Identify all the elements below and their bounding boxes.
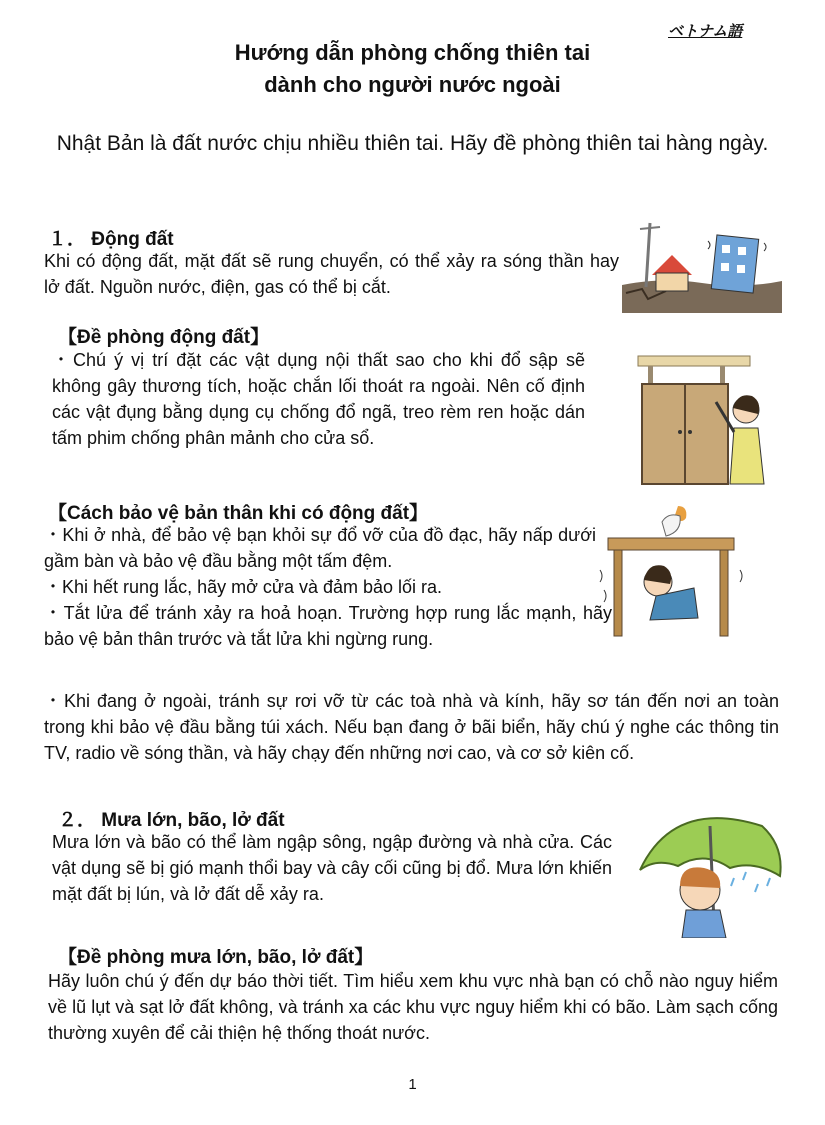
section2-prep-heading: 【Đề phòng mưa lớn, bão, lở đất】 [58, 947, 374, 968]
section2-heading: ２． Mưa lớn, bão, lở đất [58, 810, 285, 831]
section1-protect-item-2: ・Khi hết rung lắc, hãy mở cửa và đảm bảo lối ra. [44, 577, 443, 597]
section1-heading: １． Động đất [48, 229, 174, 250]
section2-text: Mưa lớn và bão có thể làm ngập sông, ngập đường và nhà cửa. Các vật dụng sẽ bị gió mạnh thổi bay và cây cối cũng bị đổ. Mưa lớn khiến mặt đất bị lún, và lở đất dễ xảy ra. [52, 832, 612, 904]
intro-text: Nhật Bản là đất nước chịu nhiều thiên tai. Hãy đề phòng thiên tai hàng ngày. [56, 132, 769, 155]
section2-prep-text: Hãy luôn chú ý đến dự báo thời tiết. Tìm hiểu xem khu vực nhà bạn có chỗ nào nguy hiểm về lũ lụt và sạt lở đất không, và tránh xa các khu vực nguy hiểm khi có bão. Làm sạch cống thường xuyên để cải thiện hệ thống thoát nước. [48, 971, 778, 1043]
section1-text: Khi có động đất, mặt đất sẽ rung chuyển, có thể xảy ra sóng thần hay lở đất. Nguồn nước, điện, gas có thể bị cắt. [44, 251, 619, 297]
page-title-line2: dành cho người nước ngoài [264, 72, 561, 97]
section1-prep-text: ・Chú ý vị trí đặt các vật dụng nội thất sao cho khi đổ sập sẽ không gây thương tích, hoặc chắn lối thoát ra ngoài. Nên cố định các vật đụng bằng dụng cụ chống đổ ngã, treo rèm ren hoặc dán tấm phim chống phân mảnh cho cửa sổ. [52, 350, 585, 448]
page-number: 1 [408, 1076, 417, 1093]
section1-protect-heading: 【Cách bảo vệ bản thân khi có động đất】 [48, 503, 429, 524]
typhoon-umbrella-illustration-icon [634, 806, 784, 938]
furniture-fixing-illustration-icon [634, 352, 776, 486]
section1-protect-item-3: ・Tắt lửa để tránh xảy ra hoả hoạn. Trường hợp rung lắc mạnh, hãy bảo vệ bản thân trước và tắt lửa khi ngừng rung. [44, 603, 612, 649]
section1-protect-item-1: ・Khi ở nhà, để bảo vệ bạn khỏi sự đổ vỡ của đồ đạc, hãy nấp dưới gầm bàn và bảo vệ đầu bằng một tấm đệm. [44, 525, 596, 571]
section1-protect-item-4: ・Khi đang ở ngoài, tránh sự rơi vỡ từ các toà nhà và kính, hãy sơ tán đến nơi an toàn trong khi bảo vệ đầu bằng túi xách. Nếu bạn đang ở bãi biển, hãy chú ý nghe các thông tin TV, radio về sóng thần, và hãy chạy đến những nơi cao, và cơ sở kiên cố. [44, 691, 779, 763]
language-tag: ベトナム語 [668, 23, 743, 40]
page-title-line1: Hướng dẫn phòng chống thiên tai [234, 40, 591, 65]
under-table-illustration-icon [598, 500, 748, 640]
earthquake-illustration-icon [622, 215, 782, 313]
section1-prep-heading: 【Đề phòng động đất】 [58, 327, 270, 348]
